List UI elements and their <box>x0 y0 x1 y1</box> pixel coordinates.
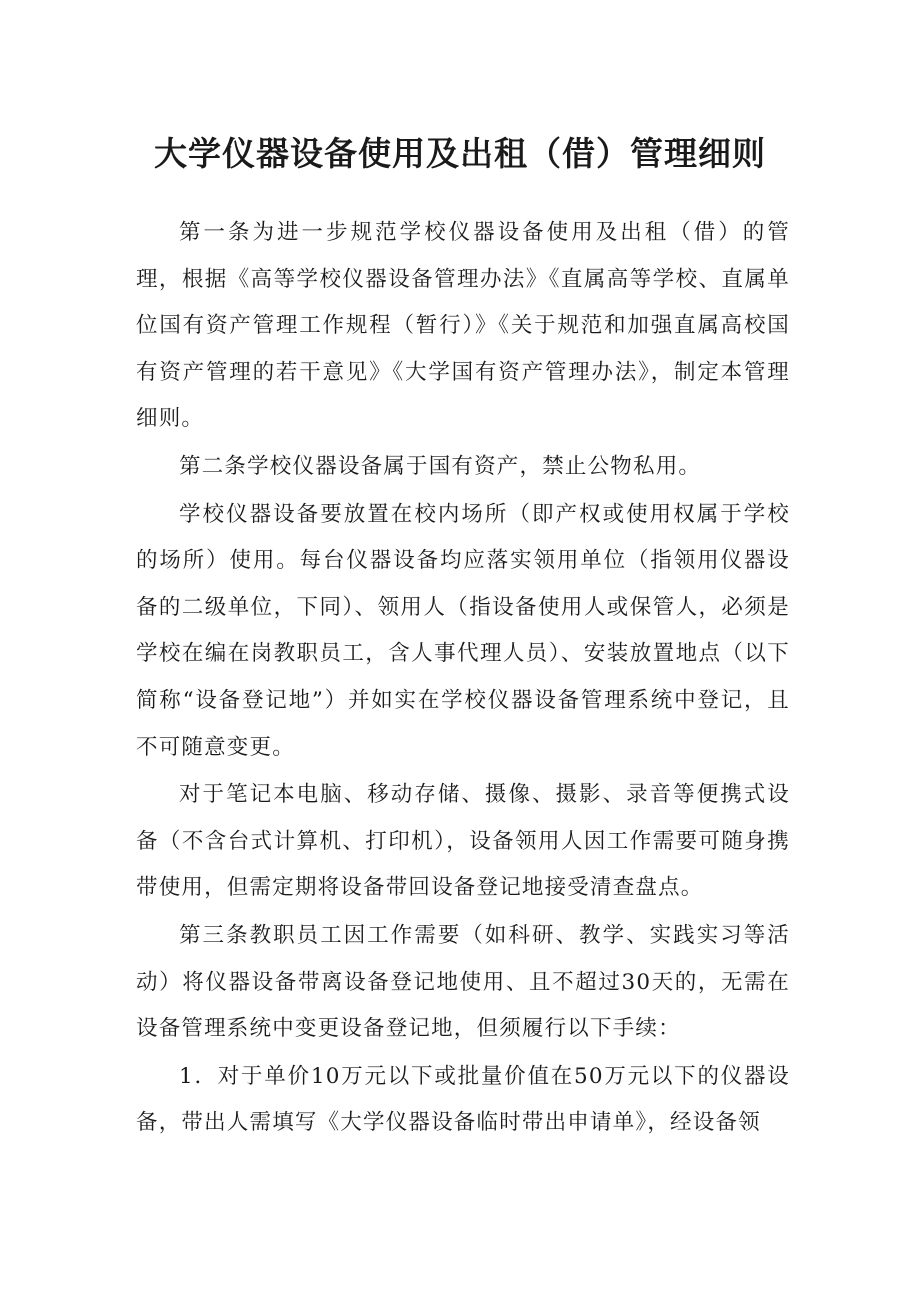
paragraph-article-3-item-1: 1．对于单价10万元以下或批量价值在50万元以下的仪器设备，带出人需填写《大学仪器设备临时带出申请单》，经设备领 <box>136 1063 790 1136</box>
paragraph-article-3: 第三条教职员工因工作需要（如科研、教学、实践实习等活动）将仪器设备带离设备登记地使用、且不超过30天的，无需在设备管理系统中变更设备登记地，但须履行以下手续： <box>136 922 790 1042</box>
paragraph-article-1: 第一条为进一步规范学校仪器设备使用及出租（借）的管理，根据《高等学校仪器设备管理办法》《直属高等学校、直属单位国有资产管理工作规程（暂行）》《关于规范和加强直属高校国有资产管理的若干意见》《大学国有资产管理办法》，制定本管理细则。 <box>136 220 790 432</box>
paragraph-article-2-portable: 对于笔记本电脑、移动存储、摄像、摄影、录音等便携式设备（不含台式计算机、打印机），设备领用人因工作需要可随身携带使用，但需定期将设备带回设备登记地接受清查盘点。 <box>136 782 790 901</box>
paragraph-article-2-placement: 学校仪器设备要放置在校内场所（即产权或使用权属于学校的场所）使用。每台仪器设备均应落实领用单位（指领用仪器设备的二级单位，下同）、领用人（指设备使用人或保管人，必须是学校在编在岗教职员工，含人事代理人员）、安装放置地点（以下简称“设备登记地”）并如实在学校仪器设备管理系统中登记，且不可随意变更。 <box>136 501 790 760</box>
document-body <box>136 210 790 1148</box>
document-title: 大学仪器设备使用及出租（借）管理细则 <box>154 134 766 173</box>
paragraph-article-2: 第二条学校仪器设备属于国有资产，禁止公物私用。 <box>179 453 702 479</box>
